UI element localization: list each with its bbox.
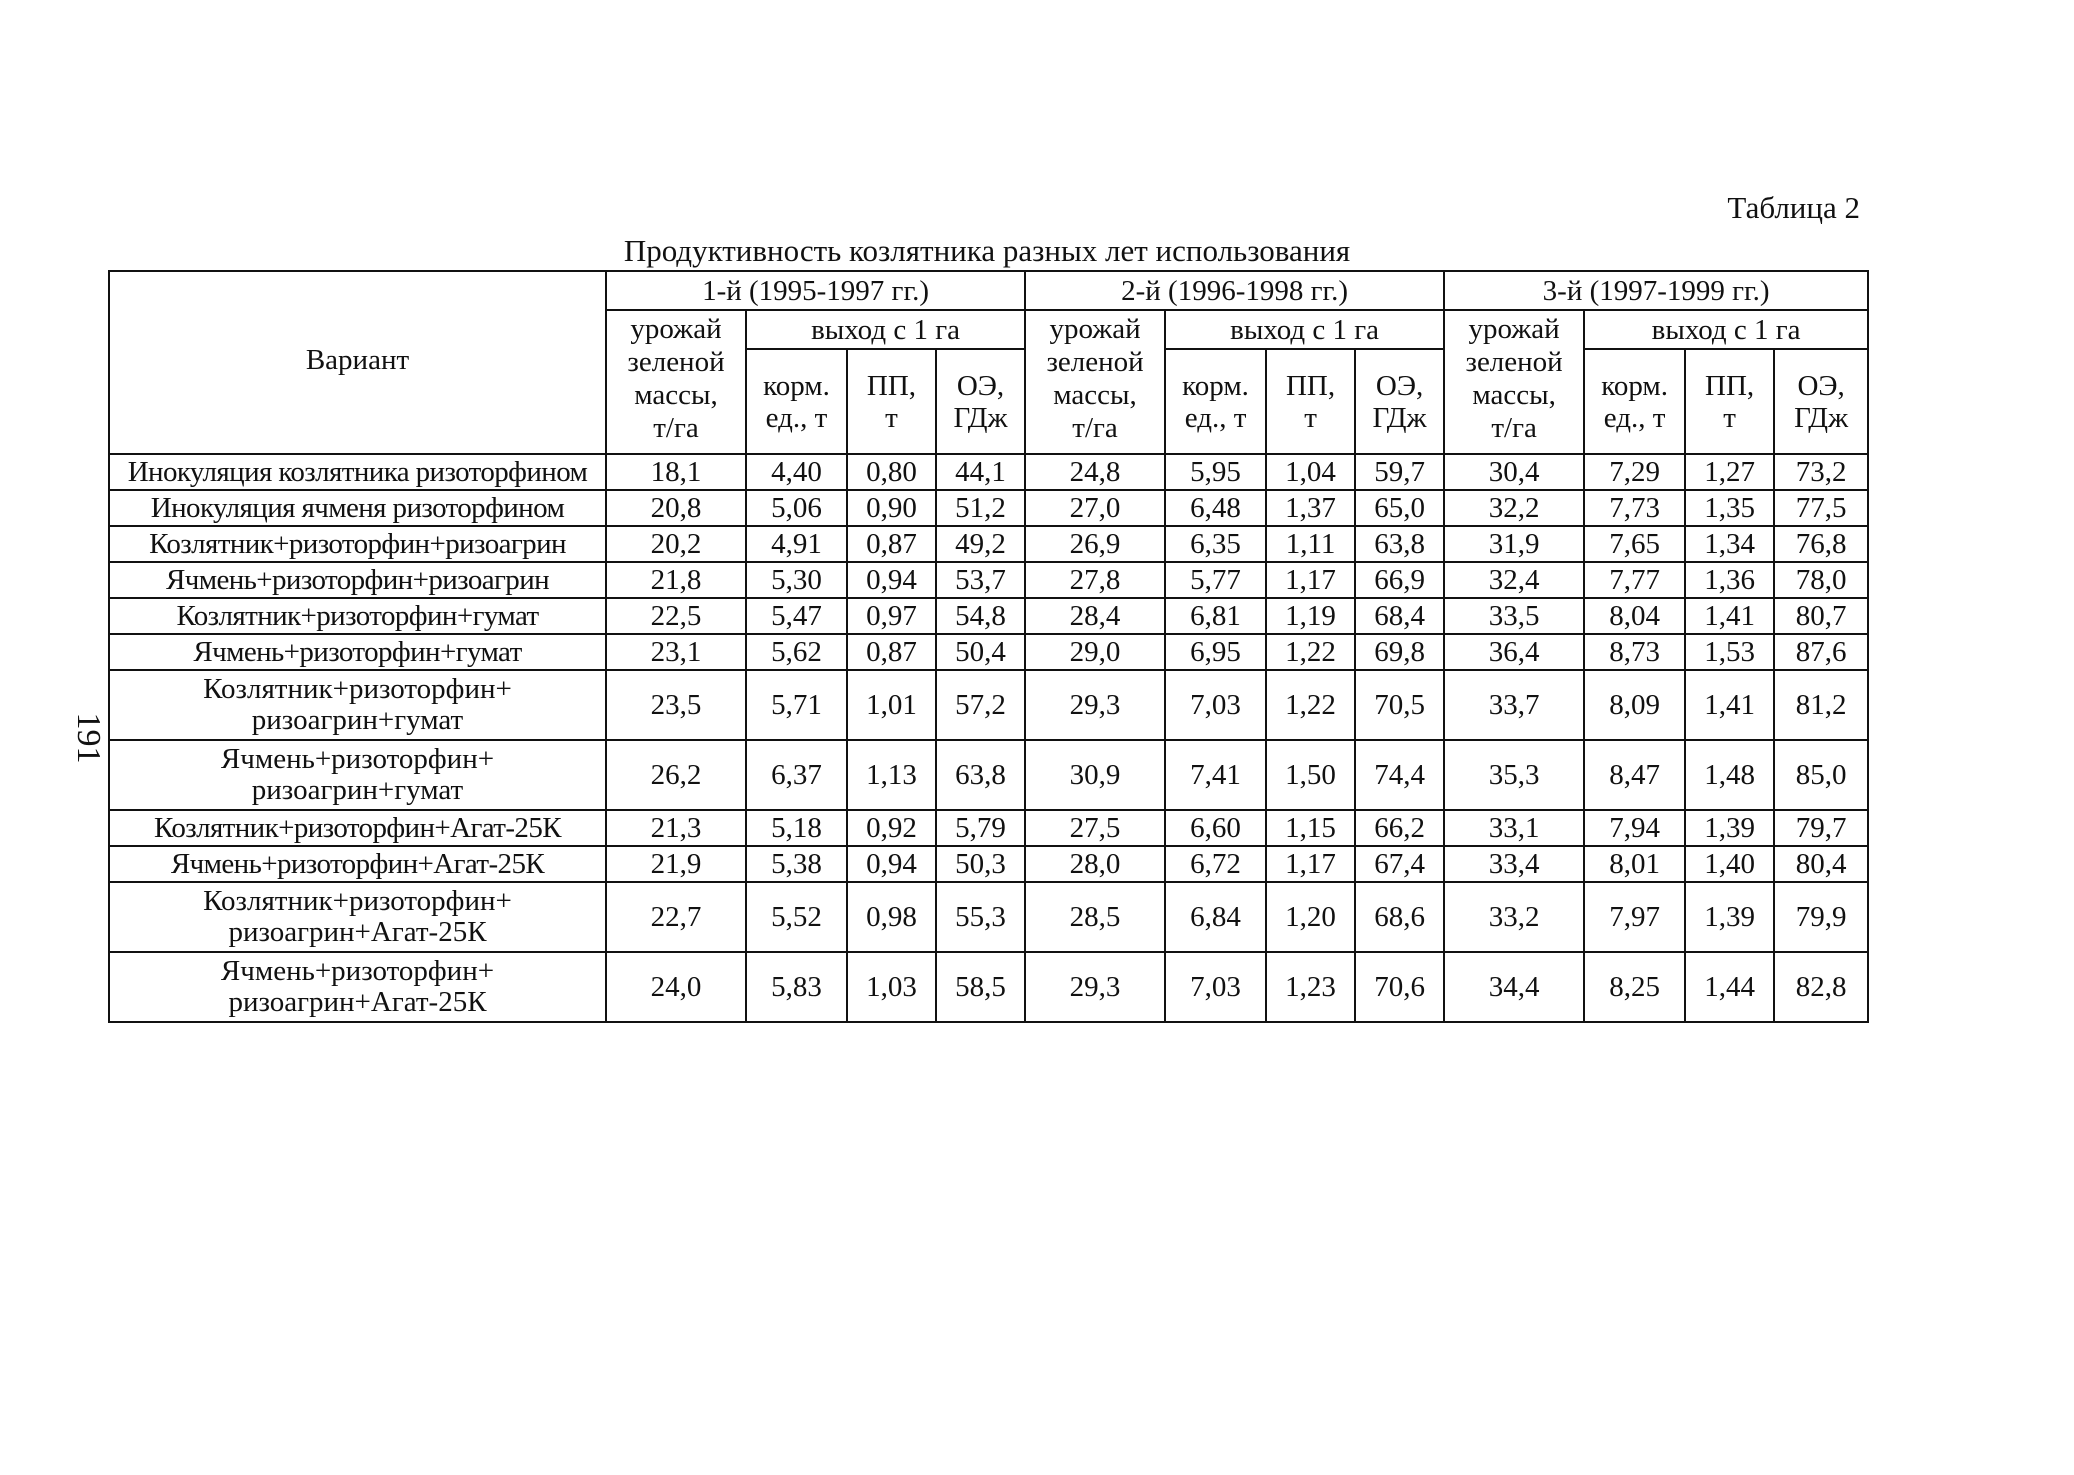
- value-cell: 5,47: [746, 598, 847, 634]
- oe-header-line: ГДж: [953, 401, 1008, 434]
- value-cell: 18,1: [606, 454, 746, 490]
- table-label: Таблица 2: [1727, 190, 1860, 225]
- value-cell: 0,87: [847, 634, 936, 670]
- feed-units-header: [1165, 349, 1266, 454]
- value-cell: 69,8: [1355, 634, 1444, 670]
- variant-line: Ячмень+ризоторфин+ризоагрин: [165, 564, 550, 596]
- variant-line: Ячмень+ризоторфин+гумат: [193, 636, 522, 668]
- value-cell: 1,40: [1685, 846, 1774, 882]
- value-cell: 30,9: [1025, 740, 1165, 810]
- value-cell: 26,2: [606, 740, 746, 810]
- feed-units-header-line: корм.: [763, 369, 830, 402]
- value-cell: 7,94: [1584, 810, 1685, 846]
- table-title: Продуктивность козлятника разных лет использования: [623, 233, 1351, 268]
- variant-cell: [109, 562, 606, 598]
- value-cell: 30,4: [1444, 454, 1584, 490]
- table-row: [109, 454, 1868, 490]
- value-cell: 58,5: [936, 952, 1025, 1022]
- value-cell: 8,09: [1584, 670, 1685, 740]
- value-cell: 23,5: [606, 670, 746, 740]
- value-cell: 1,11: [1266, 526, 1355, 562]
- value-cell: 5,71: [746, 670, 847, 740]
- value-cell: 51,2: [936, 490, 1025, 526]
- value-cell: 5,77: [1165, 562, 1266, 598]
- value-cell: 50,3: [936, 846, 1025, 882]
- value-cell: 7,65: [1584, 526, 1685, 562]
- value-cell: 1,23: [1266, 952, 1355, 1022]
- value-cell: 4,91: [746, 526, 847, 562]
- pp-header: [1266, 349, 1355, 454]
- value-cell: 1,48: [1685, 740, 1774, 810]
- value-cell: 1,17: [1266, 562, 1355, 598]
- value-cell: 33,2: [1444, 882, 1584, 952]
- productivity-table: [108, 270, 1869, 1023]
- value-cell: 8,25: [1584, 952, 1685, 1022]
- variant-cell: [109, 634, 606, 670]
- value-cell: 27,0: [1025, 490, 1165, 526]
- value-cell: 28,4: [1025, 598, 1165, 634]
- value-cell: 0,87: [847, 526, 936, 562]
- value-cell: 1,22: [1266, 634, 1355, 670]
- value-cell: 5,83: [746, 952, 847, 1022]
- value-cell: 8,01: [1584, 846, 1685, 882]
- value-cell: 1,13: [847, 740, 936, 810]
- value-cell: 1,39: [1685, 810, 1774, 846]
- value-cell: 1,41: [1685, 598, 1774, 634]
- value-cell: 33,1: [1444, 810, 1584, 846]
- value-cell: 0,94: [847, 846, 936, 882]
- value-cell: 1,19: [1266, 598, 1355, 634]
- variant-cell: [109, 952, 606, 1022]
- table-row: [109, 598, 1868, 634]
- table-row: [109, 740, 1868, 810]
- value-cell: 1,53: [1685, 634, 1774, 670]
- variant-line: Козлятник+ризоторфин+гумат: [176, 600, 539, 632]
- oe-header: [936, 349, 1025, 454]
- value-cell: 34,4: [1444, 952, 1584, 1022]
- yield-header-line: урожай: [1468, 313, 1560, 345]
- value-cell: 5,62: [746, 634, 847, 670]
- value-cell: 79,9: [1774, 882, 1868, 952]
- period-header-1: 1-й (1995-1997 гг.): [606, 271, 1025, 310]
- pp-header: [847, 349, 936, 454]
- variant-cell: [109, 454, 606, 490]
- value-cell: 20,2: [606, 526, 746, 562]
- variant-line: Козлятник+ризоторфин+ризоагрин: [149, 528, 566, 560]
- feed-units-header: [746, 349, 847, 454]
- value-cell: 7,29: [1584, 454, 1685, 490]
- value-cell: 7,97: [1584, 882, 1685, 952]
- value-cell: 67,4: [1355, 846, 1444, 882]
- value-cell: 0,90: [847, 490, 936, 526]
- value-cell: 6,95: [1165, 634, 1266, 670]
- value-cell: 0,80: [847, 454, 936, 490]
- yield-header-line: массы,: [1472, 379, 1556, 411]
- oe-header-line: ОЭ,: [1797, 369, 1845, 402]
- oe-header-line: ГДж: [1372, 401, 1427, 434]
- value-cell: 50,4: [936, 634, 1025, 670]
- oe-header-line: ГДж: [1794, 401, 1849, 434]
- yield-header-line: урожай: [630, 313, 722, 345]
- value-cell: 24,8: [1025, 454, 1165, 490]
- feed-units-header-line: ед., т: [765, 401, 828, 434]
- page-number: 191: [70, 712, 107, 764]
- value-cell: 5,06: [746, 490, 847, 526]
- output-header: выход с 1 га: [746, 310, 1025, 349]
- value-cell: 22,7: [606, 882, 746, 952]
- yield-header: [1025, 310, 1165, 454]
- variant-line: ризоагрин+Агат-25К: [228, 916, 487, 948]
- variant-line: Козлятник+ризоторфин+: [203, 885, 512, 917]
- value-cell: 31,9: [1444, 526, 1584, 562]
- value-cell: 5,52: [746, 882, 847, 952]
- variant-line: Инокуляция козлятника ризоторфином: [127, 456, 588, 488]
- value-cell: 82,8: [1774, 952, 1868, 1022]
- table-row: [109, 670, 1868, 740]
- value-cell: 33,4: [1444, 846, 1584, 882]
- table-row: [109, 634, 1868, 670]
- value-cell: 22,5: [606, 598, 746, 634]
- variant-header: Вариант: [109, 271, 606, 454]
- value-cell: 66,9: [1355, 562, 1444, 598]
- variant-cell: [109, 526, 606, 562]
- variant-line: ризоагрин+гумат: [251, 774, 464, 806]
- variant-line: Ячмень+ризоторфин+: [220, 955, 495, 987]
- value-cell: 36,4: [1444, 634, 1584, 670]
- value-cell: 85,0: [1774, 740, 1868, 810]
- feed-units-header-line: корм.: [1601, 369, 1668, 402]
- pp-header-line: т: [1723, 401, 1736, 434]
- value-cell: 76,8: [1774, 526, 1868, 562]
- value-cell: 6,81: [1165, 598, 1266, 634]
- value-cell: 54,8: [936, 598, 1025, 634]
- value-cell: 6,60: [1165, 810, 1266, 846]
- value-cell: 6,84: [1165, 882, 1266, 952]
- value-cell: 80,7: [1774, 598, 1868, 634]
- value-cell: 66,2: [1355, 810, 1444, 846]
- value-cell: 26,9: [1025, 526, 1165, 562]
- oe-header: [1774, 349, 1868, 454]
- table-row: [109, 526, 1868, 562]
- value-cell: 32,4: [1444, 562, 1584, 598]
- yield-header-line: зеленой: [1465, 346, 1563, 378]
- yield-header-line: т/га: [1491, 412, 1537, 444]
- value-cell: 1,35: [1685, 490, 1774, 526]
- variant-line: Ячмень+ризоторфин+Агат-25К: [170, 848, 545, 880]
- yield-header-line: урожай: [1049, 313, 1141, 345]
- value-cell: 70,6: [1355, 952, 1444, 1022]
- value-cell: 27,8: [1025, 562, 1165, 598]
- yield-header-line: зеленой: [1046, 346, 1144, 378]
- oe-header: [1355, 349, 1444, 454]
- value-cell: 6,37: [746, 740, 847, 810]
- value-cell: 74,4: [1355, 740, 1444, 810]
- pp-header-line: т: [1304, 401, 1317, 434]
- value-cell: 21,9: [606, 846, 746, 882]
- value-cell: 5,38: [746, 846, 847, 882]
- value-cell: 1,50: [1266, 740, 1355, 810]
- value-cell: 68,4: [1355, 598, 1444, 634]
- value-cell: 0,97: [847, 598, 936, 634]
- table-row: [109, 490, 1868, 526]
- output-header: выход с 1 га: [1584, 310, 1868, 349]
- variant-line: ризоагрин+гумат: [251, 704, 464, 736]
- yield-header-line: т/га: [1072, 412, 1118, 444]
- value-cell: 7,77: [1584, 562, 1685, 598]
- oe-header-line: ОЭ,: [956, 369, 1005, 402]
- value-cell: 5,30: [746, 562, 847, 598]
- value-cell: 44,1: [936, 454, 1025, 490]
- value-cell: 8,47: [1584, 740, 1685, 810]
- value-cell: 1,17: [1266, 846, 1355, 882]
- value-cell: 68,6: [1355, 882, 1444, 952]
- value-cell: 73,2: [1774, 454, 1868, 490]
- feed-units-header: [1584, 349, 1685, 454]
- value-cell: 80,4: [1774, 846, 1868, 882]
- value-cell: 87,6: [1774, 634, 1868, 670]
- value-cell: 1,36: [1685, 562, 1774, 598]
- pp-header: [1685, 349, 1774, 454]
- value-cell: 1,34: [1685, 526, 1774, 562]
- variant-cell: [109, 810, 606, 846]
- value-cell: 7,03: [1165, 952, 1266, 1022]
- value-cell: 33,7: [1444, 670, 1584, 740]
- variant-cell: [109, 740, 606, 810]
- value-cell: 32,2: [1444, 490, 1584, 526]
- table-row: [109, 562, 1868, 598]
- feed-units-header-line: ед., т: [1184, 401, 1247, 434]
- value-cell: 63,8: [936, 740, 1025, 810]
- value-cell: 1,22: [1266, 670, 1355, 740]
- variant-cell: [109, 598, 606, 634]
- value-cell: 7,41: [1165, 740, 1266, 810]
- value-cell: 59,7: [1355, 454, 1444, 490]
- variant-line: Ячмень+ризоторфин+: [220, 743, 495, 775]
- value-cell: 8,73: [1584, 634, 1685, 670]
- value-cell: 29,3: [1025, 952, 1165, 1022]
- value-cell: 79,7: [1774, 810, 1868, 846]
- value-cell: 1,01: [847, 670, 936, 740]
- value-cell: 49,2: [936, 526, 1025, 562]
- value-cell: 4,40: [746, 454, 847, 490]
- pp-header-line: ПП,: [866, 369, 917, 402]
- value-cell: 1,15: [1266, 810, 1355, 846]
- value-cell: 20,8: [606, 490, 746, 526]
- value-cell: 29,3: [1025, 670, 1165, 740]
- value-cell: 29,0: [1025, 634, 1165, 670]
- oe-header-line: ОЭ,: [1375, 369, 1424, 402]
- period-header-3: 3-й (1997-1999 гг.): [1444, 271, 1868, 310]
- value-cell: 0,94: [847, 562, 936, 598]
- yield-header-line: зеленой: [627, 346, 725, 378]
- value-cell: 1,44: [1685, 952, 1774, 1022]
- value-cell: 1,03: [847, 952, 936, 1022]
- value-cell: 8,04: [1584, 598, 1685, 634]
- output-header: выход с 1 га: [1165, 310, 1444, 349]
- pp-header-line: ПП,: [1285, 369, 1336, 402]
- variant-cell: [109, 670, 606, 740]
- value-cell: 5,18: [746, 810, 847, 846]
- value-cell: 6,72: [1165, 846, 1266, 882]
- variant-line: ризоагрин+Агат-25К: [228, 986, 487, 1018]
- value-cell: 1,20: [1266, 882, 1355, 952]
- table-row: [109, 882, 1868, 952]
- variant-line: Козлятник+ризоторфин+: [203, 673, 512, 705]
- value-cell: 57,2: [936, 670, 1025, 740]
- value-cell: 1,41: [1685, 670, 1774, 740]
- value-cell: 21,3: [606, 810, 746, 846]
- yield-header-line: т/га: [653, 412, 699, 444]
- variant-cell: [109, 846, 606, 882]
- value-cell: 5,95: [1165, 454, 1266, 490]
- value-cell: 1,27: [1685, 454, 1774, 490]
- pp-header-line: ПП,: [1705, 369, 1755, 402]
- value-cell: 1,39: [1685, 882, 1774, 952]
- pp-header-line: т: [885, 401, 898, 434]
- value-cell: 6,48: [1165, 490, 1266, 526]
- value-cell: 28,0: [1025, 846, 1165, 882]
- value-cell: 23,1: [606, 634, 746, 670]
- feed-units-header-line: ед., т: [1603, 401, 1666, 434]
- value-cell: 78,0: [1774, 562, 1868, 598]
- period-header-2: 2-й (1996-1998 гг.): [1025, 271, 1444, 310]
- feed-units-header-line: корм.: [1182, 369, 1249, 402]
- value-cell: 27,5: [1025, 810, 1165, 846]
- value-cell: 5,79: [936, 810, 1025, 846]
- value-cell: 6,35: [1165, 526, 1266, 562]
- value-cell: 77,5: [1774, 490, 1868, 526]
- variant-line: Козлятник+ризоторфин+Агат-25К: [154, 812, 561, 844]
- value-cell: 63,8: [1355, 526, 1444, 562]
- value-cell: 33,5: [1444, 598, 1584, 634]
- value-cell: 0,98: [847, 882, 936, 952]
- value-cell: 70,5: [1355, 670, 1444, 740]
- variant-cell: [109, 490, 606, 526]
- table-row: [109, 810, 1868, 846]
- yield-header: [606, 310, 746, 454]
- value-cell: 81,2: [1774, 670, 1868, 740]
- value-cell: 65,0: [1355, 490, 1444, 526]
- value-cell: 35,3: [1444, 740, 1584, 810]
- value-cell: 53,7: [936, 562, 1025, 598]
- value-cell: 55,3: [936, 882, 1025, 952]
- value-cell: 24,0: [606, 952, 746, 1022]
- table-row: [109, 846, 1868, 882]
- yield-header-line: массы,: [1053, 379, 1137, 411]
- value-cell: 7,73: [1584, 490, 1685, 526]
- value-cell: 28,5: [1025, 882, 1165, 952]
- value-cell: 21,8: [606, 562, 746, 598]
- table-row: [109, 952, 1868, 1022]
- value-cell: 0,92: [847, 810, 936, 846]
- value-cell: 1,37: [1266, 490, 1355, 526]
- value-cell: 7,03: [1165, 670, 1266, 740]
- variant-cell: [109, 882, 606, 952]
- variant-line: Инокуляция ячменя ризоторфином: [150, 492, 565, 524]
- yield-header: [1444, 310, 1584, 454]
- yield-header-line: массы,: [634, 379, 718, 411]
- value-cell: 1,04: [1266, 454, 1355, 490]
